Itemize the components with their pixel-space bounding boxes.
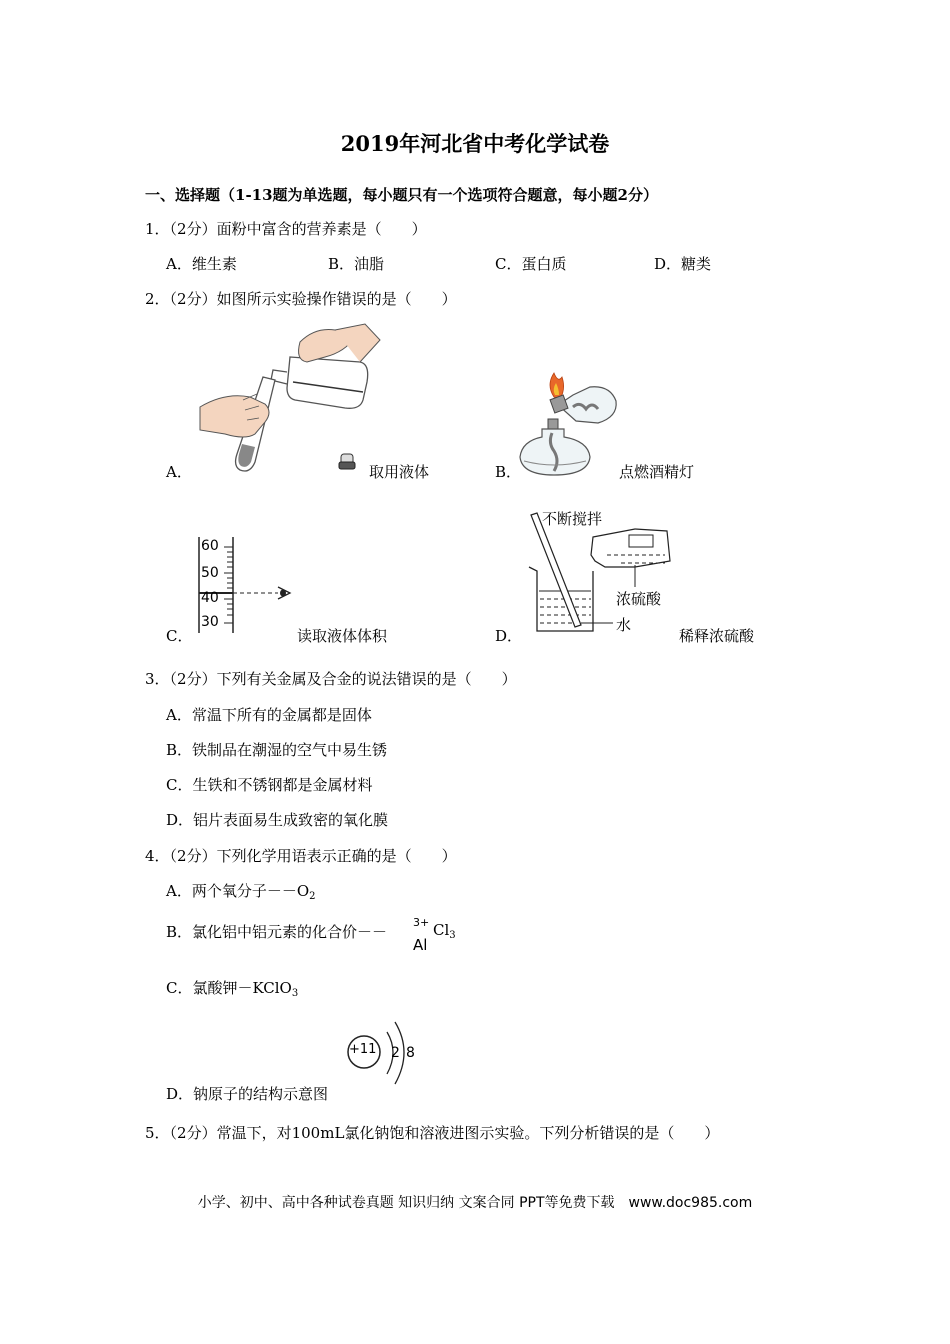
atom-shell-2: 8 bbox=[406, 1045, 415, 1061]
q2-option-d-letter: D． bbox=[495, 627, 523, 645]
q3-option-a: A．常温下所有的金属都是固体 bbox=[166, 706, 372, 724]
q2-option-a-letter: A． bbox=[166, 463, 192, 481]
page-title: 2019年河北省中考化学试卷 bbox=[340, 131, 610, 156]
cylinder-tick-50: 50 bbox=[201, 565, 219, 581]
cylinder-tick-30: 30 bbox=[201, 614, 219, 630]
q3-option-d: D．铝片表面易生成致密的氧化膜 bbox=[166, 811, 389, 829]
q3-option-b: B．铁制品在潮湿的空气中易生锈 bbox=[166, 741, 388, 759]
figure-lighting-alcohol-lamp bbox=[518, 365, 623, 480]
question-5-stem: 5．（2分）常温下，对100mL氯化钠饱和溶液进图示实验。下列分析错误的是（ ） bbox=[145, 1124, 720, 1142]
q2-option-d-caption: 稀释浓硫酸 bbox=[679, 627, 755, 645]
q4-option-d: D．钠原子的结构示意图 bbox=[166, 1085, 329, 1103]
q2-option-a-caption: 取用液体 bbox=[369, 463, 430, 481]
q3-option-c: C．生铁和不锈钢都是金属材料 bbox=[166, 776, 373, 794]
section-heading: 一、选择题（1-13题为单选题，每小题只有一个选项符合题意，每小题2分） bbox=[145, 186, 658, 204]
question-4-stem: 4．（2分）下列化学用语表示正确的是（ ） bbox=[145, 847, 457, 865]
q1-option-c: C．蛋白质 bbox=[495, 255, 567, 273]
q1-option-d: D．糖类 bbox=[654, 255, 712, 273]
atom-nucleus: +11 bbox=[349, 1042, 377, 1057]
aluminum-symbol: Al bbox=[413, 936, 428, 954]
q2-option-b-caption: 点燃酒精灯 bbox=[619, 463, 695, 481]
question-1-stem: 1．（2分）面粉中富含的营养素是（ ） bbox=[145, 220, 427, 238]
q4-option-a: A．两个氧分子$--O_2$ bbox=[166, 882, 316, 902]
label-stir: 不断搅拌 bbox=[542, 510, 603, 528]
question-2-stem: 2．（2分）如图所示实验操作错误的是（ ） bbox=[145, 290, 457, 308]
chloride-symbol: $Cl_3$ bbox=[433, 921, 456, 941]
q4-option-c: C．氯酸钾－KClO$_3$ bbox=[166, 979, 299, 999]
cylinder-tick-60: 60 bbox=[201, 538, 219, 554]
label-water: 水 bbox=[616, 616, 632, 634]
page-footer: 小学、初中、高中各种试卷真题 知识归纳 文案合同 PPT等免费下载 www.doc985.com bbox=[197, 1195, 753, 1211]
bottle-stopper-icon bbox=[337, 452, 357, 472]
q1-option-a: A．维生素 bbox=[166, 255, 237, 273]
q2-option-b-letter: B． bbox=[495, 463, 522, 481]
q2-option-c-letter: C． bbox=[166, 627, 193, 645]
cylinder-tick-40: 40 bbox=[201, 590, 219, 606]
q4-option-b: B．氯化铝中铝元素的化合价－－ bbox=[166, 923, 388, 941]
valence-superscript: 3+ bbox=[413, 916, 430, 929]
question-3-stem: 3．（2分）下列有关金属及合金的说法错误的是（ ） bbox=[145, 670, 517, 688]
label-concentrated-acid: 浓硫酸 bbox=[616, 590, 662, 608]
q1-option-b: B．油脂 bbox=[328, 255, 385, 273]
atom-shell-1: 2 bbox=[391, 1045, 400, 1061]
q2-option-c-caption: 读取液体体积 bbox=[297, 627, 388, 645]
